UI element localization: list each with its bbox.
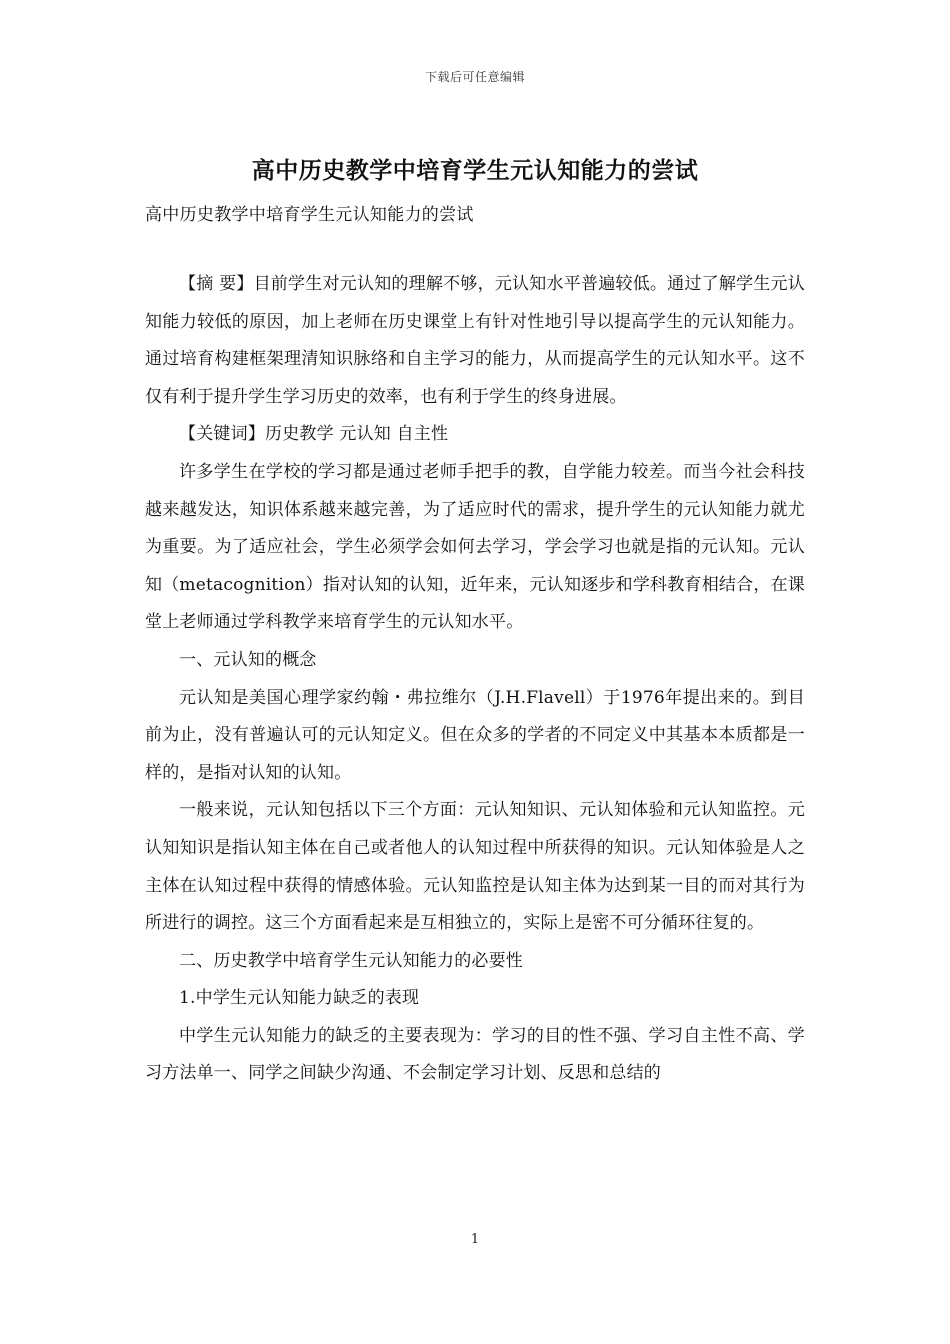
concept-paragraph: 元认知是美国心理学家约翰・弗拉维尔（J.H.Flavell）于1976年提出来的。到目前为止，没有普遍认可的元认知定义。但在众多的学者的不同定义中其基本本质都是一样的，是指对认知的认知。 [145, 687, 805, 783]
abstract-paragraph: 【摘 要】目前学生对元认知的理解不够，元认知水平普遍较低。通过了解学生元认知能力较低的原因，加上老师在历史课堂上有针对性地引导以提高学生的元认知能力。通过培育构建框架理清知识脉络和自主学习的能力，从而提高学生的元认知水平。这不仅有利于提升学生学习历史的效率，也有利于学生的终身进展。 [145, 274, 805, 407]
document-body [145, 266, 805, 1093]
keywords-paragraph: 【关键词】历史教学 元认知 自主性 [179, 424, 449, 445]
intro-paragraph: 许多学生在学校的学习都是通过老师手把手的教，自学能力较差。而当今社会科技越来越发达，知识体系越来越完善，为了适应时代的需求，提升学生的元认知能力就尤为重要。为了适应社会，学生必须学会如何去学习，学会学习也就是指的元认知。元认知（metacognition）指对认知的认知，近年来，元认知逐步和学科教育相结合，在课堂上老师通过学科教学来培育学生的元认知水平。 [145, 461, 805, 633]
components-paragraph: 一般来说，元认知包括以下三个方面：元认知知识、元认知体验和元认知监控。元认知知识是指认知主体在自己或者他人的认知过程中所获得的知识。元认知体验是人之主体在认知过程中获得的情感体验。元认知监控是认知主体为达到某一目的而对其行为所进行的调控。这三个方面看起来是互相独立的，实际上是密不可分循环往复的。 [145, 800, 805, 934]
page-number: 1 [470, 1232, 480, 1247]
document-subtitle: 高中历史教学中培育学生元认知能力的尝试 [145, 205, 474, 225]
section-heading-necessity: 二、历史教学中培育学生元认知能力的必要性 [179, 950, 523, 971]
header-note: 下载后可任意编辑 [424, 70, 525, 84]
subsection-heading-lack: 1.中学生元认知能力缺乏的表现 [179, 988, 420, 1009]
lack-paragraph: 中学生元认知能力的缺乏的主要表现为：学习的目的性不强、学习自主性不高、学习方法单一、同学之间缺少沟通、不会制定学习计划、反思和总结的 [145, 1025, 805, 1084]
section-heading-concept: 一、元认知的概念 [179, 649, 317, 670]
document-title: 高中历史教学中培育学生元认知能力的尝试 [251, 157, 699, 184]
